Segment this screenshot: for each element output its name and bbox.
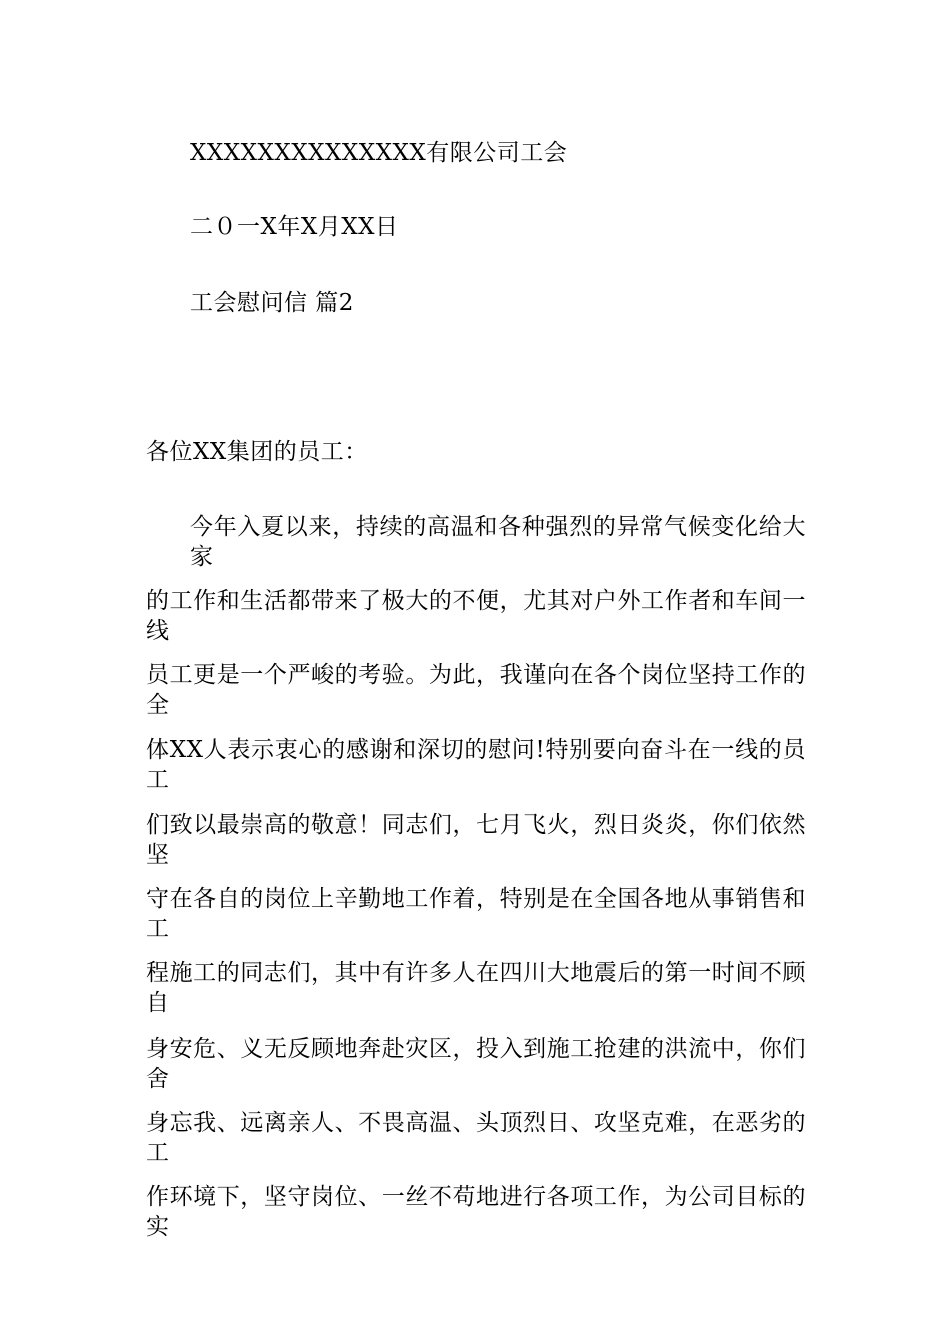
body-line-7: 程施工的同志们，其中有许多人在四川大地震后的第一时间不顾自 (146, 960, 806, 1016)
body-line-5: 们致以最崇高的敬意！同志们，七月飞火，烈日炎炎，你们依然坚 (146, 812, 806, 868)
body-line-6: 守在各自的岗位上辛勤地工作着，特别是在全国各地从事销售和工 (146, 886, 806, 942)
body-line-9: 身忘我、远离亲人、不畏高温、头顶烈日、攻坚克难，在恶劣的工 (146, 1110, 806, 1166)
letter-date: 二０一X年X月XX日 (190, 214, 399, 240)
body-line-1: 今年入夏以来，持续的高温和各种强烈的异常气候变化给大家 (190, 514, 806, 570)
body-line-2: 的工作和生活都带来了极大的不便，尤其对户外工作者和车间一线 (146, 588, 806, 644)
body-line-8: 身安危、义无反顾地奔赴灾区，投入到施工抢建的洪流中，你们舍 (146, 1036, 806, 1092)
section-title: 工会慰问信 篇2 (190, 290, 354, 316)
salutation: 各位XX集团的员工： (146, 439, 368, 465)
body-line-3: 员工更是一个严峻的考验。为此，我谨向在各个岗位坚持工作的全 (146, 662, 806, 718)
body-line-4: 体XX人表示衷心的感谢和深切的慰问!特别要向奋斗在一线的员工 (146, 737, 806, 793)
body-line-10: 作环境下，坚守岗位、一丝不苟地进行各项工作，为公司目标的实 (146, 1184, 806, 1240)
organization-name: XXXXXXXXXXXXXX有限公司工会 (190, 140, 568, 166)
